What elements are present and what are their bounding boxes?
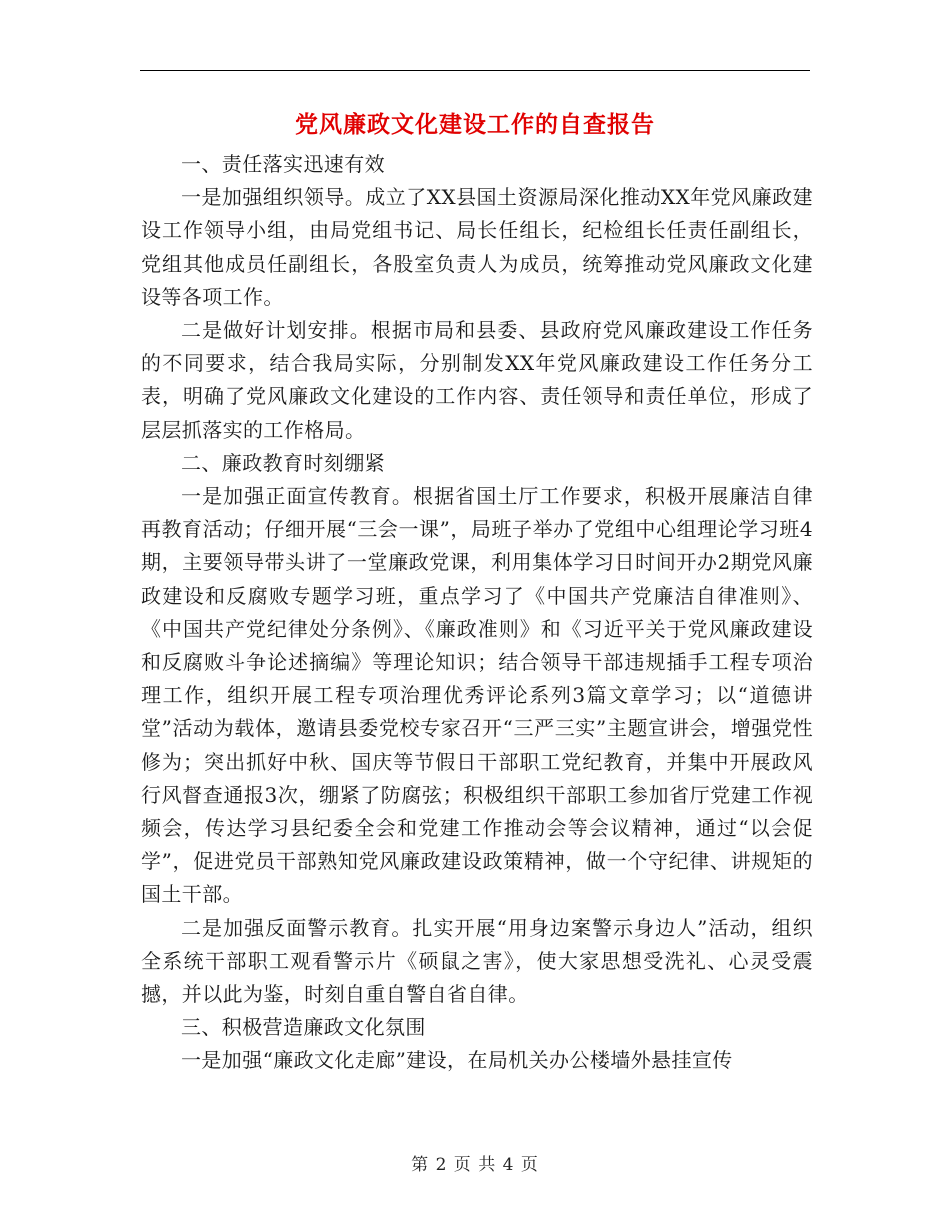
page-number-footer: 第 2 页 共 4 页 (411, 1155, 539, 1175)
paragraph: 一是加强正面宣传教育。根据省国土厅工作要求，积极开展廉洁自律再教育活动；仔细开展“三会一课”，局班子举办了党组中心组理论学习班4期，主要领导带头讲了一堂廉政党课，利用集体学习日时间开办2期党风廉政建设和反腐败专题学习班，重点学习了《中国共产党廉洁自律准则》、《中国共产党纪律处分条例》、《廉政准则》和《习近平关于党风廉政建设和反腐败斗争论述摘编》等理论知识；结合领导干部违规插手工程专项治理工作，组织开展工程专项治理优秀评论系列3篇文章学习；以“道德讲堂”活动为载体，邀请县委党校专家召开“三严三实”主题宣讲会，增强党性修为；突出抓好中秋、国庆等节假日干部职工党纪教育，并集中开展政风行风督查通报3次，绷紧了防腐弦；积极组织干部职工参加省厅党建工作视频会，传达学习县纪委全会和党建工作推动会等会议精神，通过“以会促学”，促进党员干部熟知党风廉政建设政策精神，做一个守纪律、讲规矩的国土干部。 (141, 484, 813, 907)
document-body (141, 148, 813, 1078)
section-heading-3: 三、积极营造廉政文化氛围 (181, 1015, 426, 1040)
paragraph: 二是加强反面警示教育。扎实开展“用身边案警示身边人”活动，组织全系统干部职工观看警示片《硕鼠之害》，使大家思想受洗礼、心灵受震撼，并以此为鉴，时刻自重自警自省自律。 (141, 915, 813, 1007)
paragraph: 一是加强“廉政文化走廊”建设，在局机关办公楼墙外悬挂宣传 (181, 1048, 733, 1073)
section-heading-2: 二、廉政教育时刻绷紧 (181, 450, 385, 475)
document-title: 党风廉政文化建设工作的自查报告 (295, 111, 655, 138)
header-rule (140, 70, 810, 71)
paragraph: 一是加强组织领导。成立了XX县国土资源局深化推动XX年党风廉政建设工作领导小组，由局党组书记、局长任组长，纪检组长任责任副组长，党组其他成员任副组长，各股室负责人为成员，统筹推动党风廉政文化建设等各项工作。 (141, 185, 813, 309)
section-heading-1: 一、责任落实迅速有效 (181, 152, 385, 176)
paragraph: 二是做好计划安排。根据市局和县委、县政府党风廉政建设工作任务的不同要求，结合我局实际，分别制发XX年党风廉政建设工作任务分工表，明确了党风廉政文化建设的工作内容、责任领导和责任单位，形成了层层抓落实的工作格局。 (141, 318, 813, 442)
